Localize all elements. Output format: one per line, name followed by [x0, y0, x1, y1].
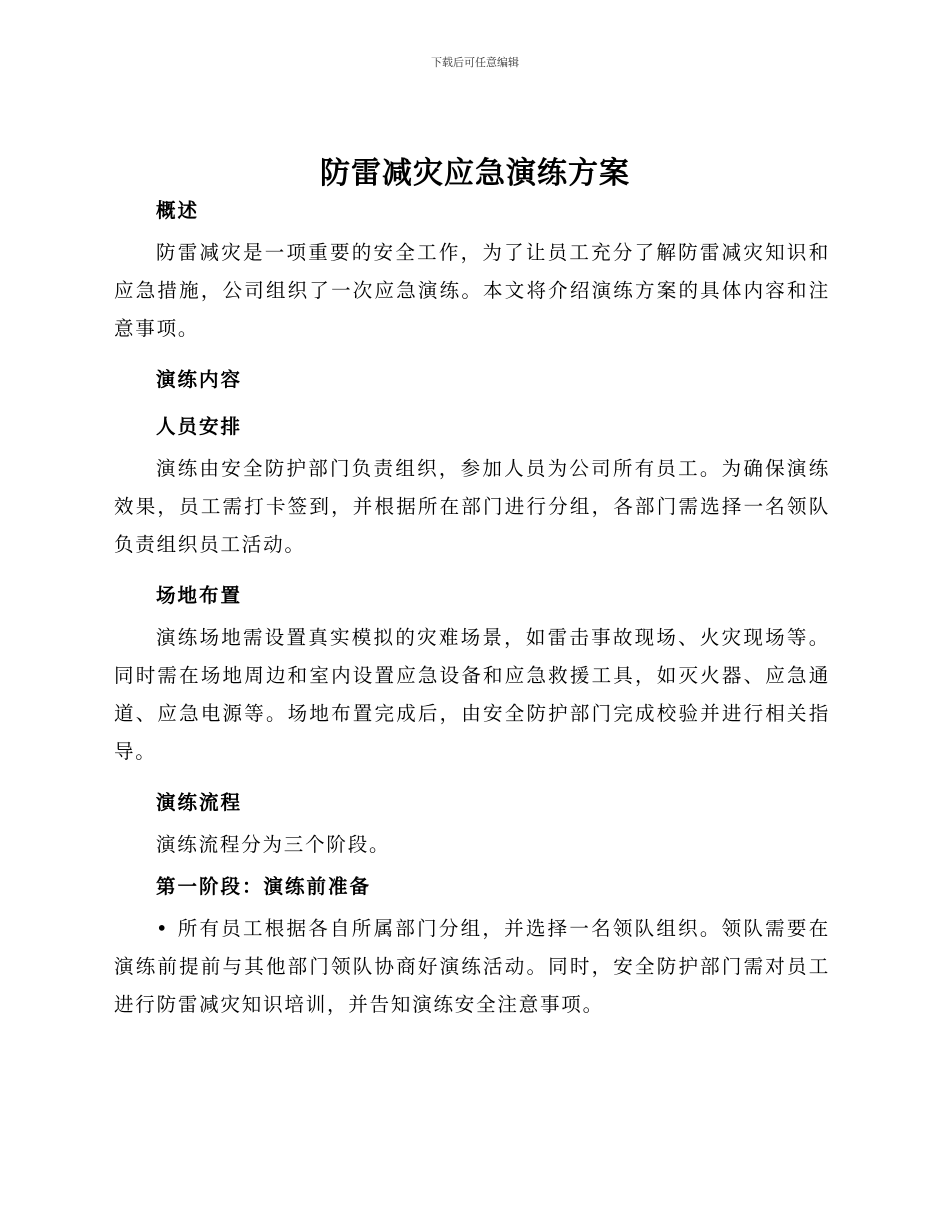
paragraph-drill-process: 演练流程分为三个阶段。: [156, 833, 391, 856]
heading-site-setup: 场地布置: [156, 584, 243, 607]
heading-overview: 概述: [156, 199, 200, 222]
paragraph-site-setup: 演练场地需设置真实模拟的灾难场景，如雷击事故现场、火灾现场等。同时需在场地周边和室内设置应急设备和应急救援工具，如灭火器、应急通道、应急电源等。场地布置完成后，由安全防护部门完成校验并进行相关指导。: [114, 626, 830, 763]
heading-stage-one: 第一阶段：演练前准备: [156, 875, 372, 898]
heading-drill-content: 演练内容: [156, 368, 243, 391]
paragraph-staff-arrangement: 演练由安全防护部门负责组织，参加人员为公司所有员工。为确保演练效果，员工需打卡签到，并根据所在部门进行分组，各部门需选择一名领队负责组织员工活动。: [114, 457, 830, 556]
header-note: 下载后可任意编辑: [431, 56, 519, 69]
heading-staff-arrangement: 人员安排: [156, 415, 243, 438]
document-title: 防雷减灾应急演练方案: [320, 156, 630, 191]
heading-drill-process: 演练流程: [156, 791, 243, 814]
document-body: [114, 196, 830, 1024]
paragraph-overview: 防雷减灾是一项重要的安全工作，为了让员工充分了解防雷减灾知识和应急措施，公司组织了一次应急演练。本文将介绍演练方案的具体内容和注意事项。: [114, 241, 830, 340]
paragraph-stage-one: • 所有员工根据各自所属部门分组，并选择一名领队组织。领队需要在演练前提前与其他部门领队协商好演练活动。同时，安全防护部门需对员工进行防雷减灾知识培训，并告知演练安全注意事项。: [114, 917, 830, 1016]
